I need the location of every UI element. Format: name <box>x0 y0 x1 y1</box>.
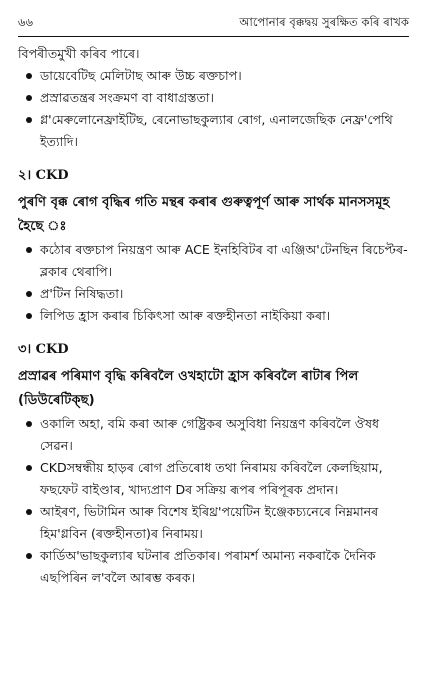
list-item <box>18 501 409 545</box>
running-title: আপোনাৰ বৃক্কদ্বয় সুৰক্ষিত কৰি ৰাখক <box>239 15 409 29</box>
list-item-text: কঠোৰ ৰক্তচাপ নিয়ন্ত্ৰণ আৰু ACE ইনহিবিটৰ বা এঞ্জিঅ'টেনছিন ৰিচেপ্টৰ-ব্লকাৰ থেৰাপি। <box>40 242 408 279</box>
measures-list <box>18 239 409 327</box>
page-body <box>18 43 409 589</box>
section-lead: প্ৰস্ৰাৱৰ পৰিমাণ বৃদ্ধি কৰিবলৈ ওখহাটো হ্ৰাস কৰিবলৈ ৰাটাৰ পিল (ডিউৰেটিক্‌ছ) <box>18 369 359 408</box>
list-item <box>18 413 409 457</box>
bullet-icon <box>26 117 32 123</box>
bullet-icon <box>26 509 32 515</box>
list-item-text: গ্ল'মেৰুলোনেফ্ৰাইটিছ, ৰেনোভাছকুল্যাৰ ৰোগ, এনালজেছিক নেফ্ৰ'পেথি ইত্যাদি। <box>40 112 393 149</box>
bullet-icon <box>26 553 32 559</box>
bullet-icon <box>26 247 32 253</box>
list-item <box>18 545 409 589</box>
list-item-text: কাৰ্ডিঅ'ভাছকুল্যাৰ ঘটনাৰ প্ৰতিকাৰ। পৰামৰ্শ অমান্য নকৰাকৈ দৈনিক এছপিৰিন ল'বলৈ আৰম্ভ কৰক। <box>40 548 376 585</box>
section-number: ৩। <box>18 342 32 357</box>
section-heading-2 <box>18 165 409 187</box>
bullet-icon <box>26 291 32 297</box>
causes-list <box>18 65 409 153</box>
section-label: CKD <box>35 168 69 183</box>
bullet-icon <box>26 465 32 471</box>
list-item <box>18 87 409 109</box>
page-number: ৬৬ <box>18 15 33 29</box>
list-item <box>18 283 409 305</box>
treatment-list <box>18 413 409 589</box>
list-item <box>18 305 409 327</box>
list-item-text: প্ৰ'টিন নিষিদ্ধতা। <box>40 286 124 301</box>
section-lead: পুৰণি বৃক্ক ৰোগ বৃদ্ধিৰ গতি মন্থৰ কৰাৰ গুৰুত্বপূৰ্ণ আৰু সাৰ্থক মানসসমূহ হৈছে ঃ <box>18 195 390 234</box>
header-rule <box>18 36 409 37</box>
bullet-icon <box>26 95 32 101</box>
list-item <box>18 457 409 501</box>
bullet-icon <box>26 421 32 427</box>
page-header <box>18 14 409 34</box>
list-item <box>18 109 409 153</box>
list-item-text: CKDসম্বন্ধীয় হাড়ৰ ৰোগ প্ৰতিৰোধ তথা নিৰাময় কৰিবলৈ কেলছিয়াম, ফছফেট বাইণ্ডাৰ, খাদ্যপ্ৰাণ Dৰ সক্ৰিয় ৰূপৰ পৰিপূৰক প্ৰদান। <box>40 460 383 497</box>
bullet-icon <box>26 313 32 319</box>
section-label: CKD <box>35 342 69 357</box>
bullet-icon <box>26 73 32 79</box>
list-item <box>18 65 409 87</box>
section-number: ২। <box>18 168 32 183</box>
list-item <box>18 239 409 283</box>
section-heading-3 <box>18 339 409 361</box>
list-item-text: প্ৰস্ৰাৱতন্ত্ৰৰ সংক্ৰমণ বা বাধাগ্ৰস্ততা। <box>40 90 215 105</box>
list-item-text: ওকালি অহা, বমি কৰা আৰু গেষ্ট্ৰিকৰ অসুবিধা নিয়ন্ত্ৰণ কৰিবলৈ ঔষধ সেৱন। <box>40 416 380 453</box>
list-item-text: ডায়েবেটিছ মেলিটাছ আৰু উচ্চ ৰক্তচাপ। <box>40 68 242 83</box>
intro-line: বিপৰীতমুখী কৰিব পাৰে। <box>18 46 140 61</box>
list-item-text: আইৰণ, ভিটামিন আৰু বিশেষ ইৰিথ্ৰ'পয়েটিন ইঞ্জেকচ্যনেৰে নিম্নমানৰ হিম'গ্লবিন (ৰক্তহীনতা)ৰ নিৰাময়। <box>40 504 379 541</box>
list-item-text: লিপিড হ্ৰাস কৰাৰ চিকিৎসা আৰু ৰক্তহীনতা নাইকিয়া কৰা। <box>40 308 331 323</box>
